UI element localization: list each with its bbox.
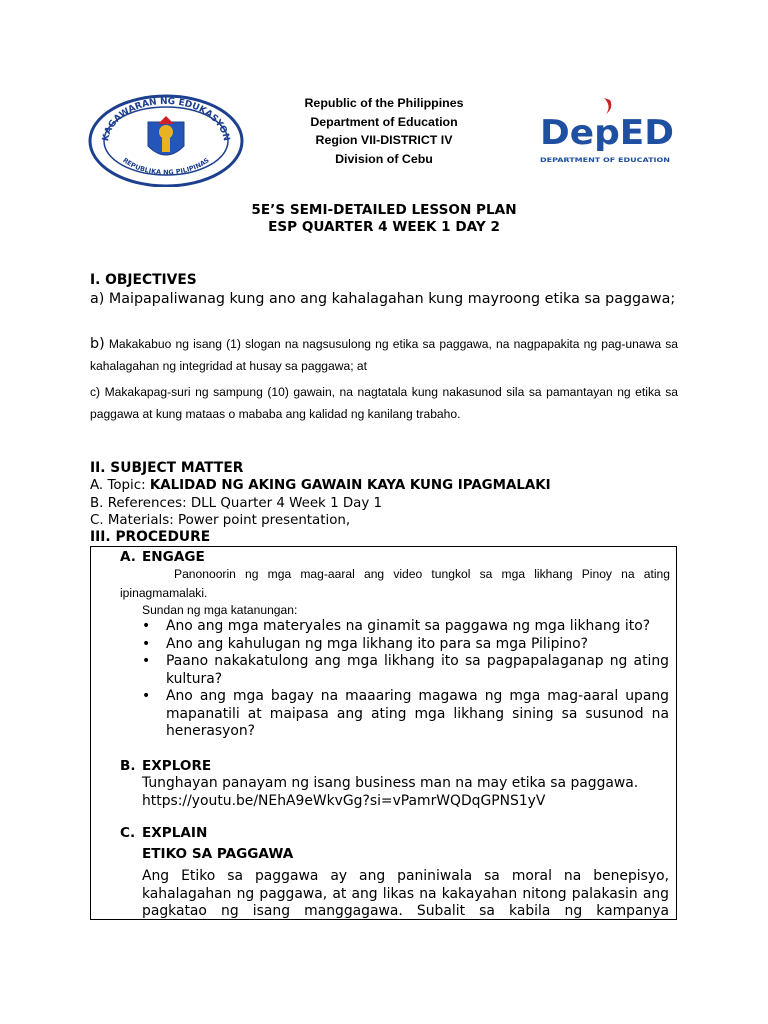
explore-text: Tunghayan panayam ng isang business man na may etika sa paggawa. [142, 775, 639, 791]
references-line: B. References: DLL Quarter 4 Week 1 Day 1 [90, 496, 383, 511]
engage-intro: Panonoorin ng mga mag-aaral ang video tungkol sa mga likhang Pinoy na ating ipinagmamalaki. [120, 567, 670, 600]
explain-letter: C. [120, 825, 136, 841]
objective-b-letter: b) [90, 336, 105, 352]
objectives-heading: I. OBJECTIVES [90, 272, 197, 288]
explore-letter: B. [120, 758, 136, 774]
objective-b [90, 333, 678, 377]
materials-line: C. Materials: Power point presentation, [90, 513, 351, 528]
svg-text:DEPARTMENT OF EDUCATION: DEPARTMENT OF EDUCATION [540, 157, 670, 164]
explore-title: EXPLORE [142, 758, 212, 774]
bullet-icon: • [142, 618, 151, 634]
engage-title: ENGAGE [142, 549, 205, 565]
objective-b-text: Makakabuo ng isang (1) slogan na nagsusulong ng etika sa paggawa, na nagpapakita ng pag-unawa sa kahalagahan ng integridad at husay sa paggawa; at [90, 337, 678, 373]
engage-prompt: Sundan ng mga katanungan: [142, 603, 298, 617]
engage-questions [142, 618, 669, 741]
explore-video-link[interactable]: https://youtu.be/NEhA9eWkvGg?si=vPamrWQDqGPNS1yV [142, 793, 546, 809]
engage-label [120, 549, 205, 565]
title-line-1: 5E’S SEMI-DETAILED LESSON PLAN [251, 202, 517, 218]
bullet-icon: • [142, 635, 151, 652]
topic-line [90, 477, 551, 494]
svg-text:DepED: DepED [540, 113, 674, 153]
lesson-plan-title [90, 202, 678, 236]
document-header [250, 94, 518, 169]
engage-letter: A. [120, 549, 136, 565]
objective-c: c) Makakapag-suri ng sampung (10) gawain, na nagtatala kung nakasunod sila sa pamantayan ng etika sa paggawa at kung mataas o mababa ang kalidad ng kanilang trabaho. [90, 385, 678, 421]
list-item: • Ano ang mga bagay na maaaring magawa ng mga mag-aaral upang mapanatili at maipasa ang ating mga likhang sining sa susunod na henerasyon? [142, 688, 669, 739]
procedure-table [90, 546, 677, 920]
explain-label [120, 825, 207, 841]
explore-label [120, 758, 211, 774]
procedure-heading: III. PROCEDURE [90, 529, 211, 545]
header-line: Region VII-DISTRICT IV [315, 133, 453, 148]
list-item: • Ano ang mga materyales na ginamit sa paggawa ng mga likhang ito? [142, 618, 651, 634]
list-item: • Ano ang kahulugan ng mga likhang ito para sa mga Pilipino? [142, 635, 588, 652]
svg-text:KAGAWARAN NG EDUKASYON: KAGAWARAN NG EDUKASYON [101, 96, 231, 143]
subject-matter-heading: II. SUBJECT MATTER [90, 460, 244, 476]
bullet-icon: • [142, 653, 151, 669]
svg-text:REPUBLIKA NG PILIPINAS: REPUBLIKA NG PILIPINAS [121, 156, 211, 177]
topic-value: KALIDAD NG AKING GAWAIN KAYA KUNG IPAGMALAKI [149, 478, 551, 493]
header-line: Department of Education [310, 114, 458, 129]
bullet-icon: • [142, 688, 151, 704]
header-line: Division of Cebu [335, 152, 433, 167]
list-item: • Paano nakakatulong ang mga likhang ito sa pagpapalaganap ng ating kultura? [142, 653, 669, 687]
deped-seal-logo [88, 94, 244, 187]
explain-title: EXPLAIN [142, 825, 208, 841]
title-line-2: ESP QUARTER 4 WEEK 1 DAY 2 [268, 219, 500, 235]
deped-logo [538, 96, 676, 168]
objective-a: a) Maipapaliwanag kung ano ang kahalagahan kung mayroong etika sa paggawa; [90, 291, 676, 307]
explain-paragraph: Ang Etiko sa paggawa ay ang paniniwala sa moral na benepisyo, kahalagahan ng paggawa, at ang likas na kakayahan nitong palakasin ang pagkatao ng isang manggagawa. Subalit sa kabila ng kampanya [142, 868, 669, 919]
topic-label: A. Topic: [90, 478, 150, 493]
explain-subheading: ETIKO SA PAGGAWA [142, 846, 294, 862]
header-line: Republic of the Philippines [304, 96, 464, 110]
